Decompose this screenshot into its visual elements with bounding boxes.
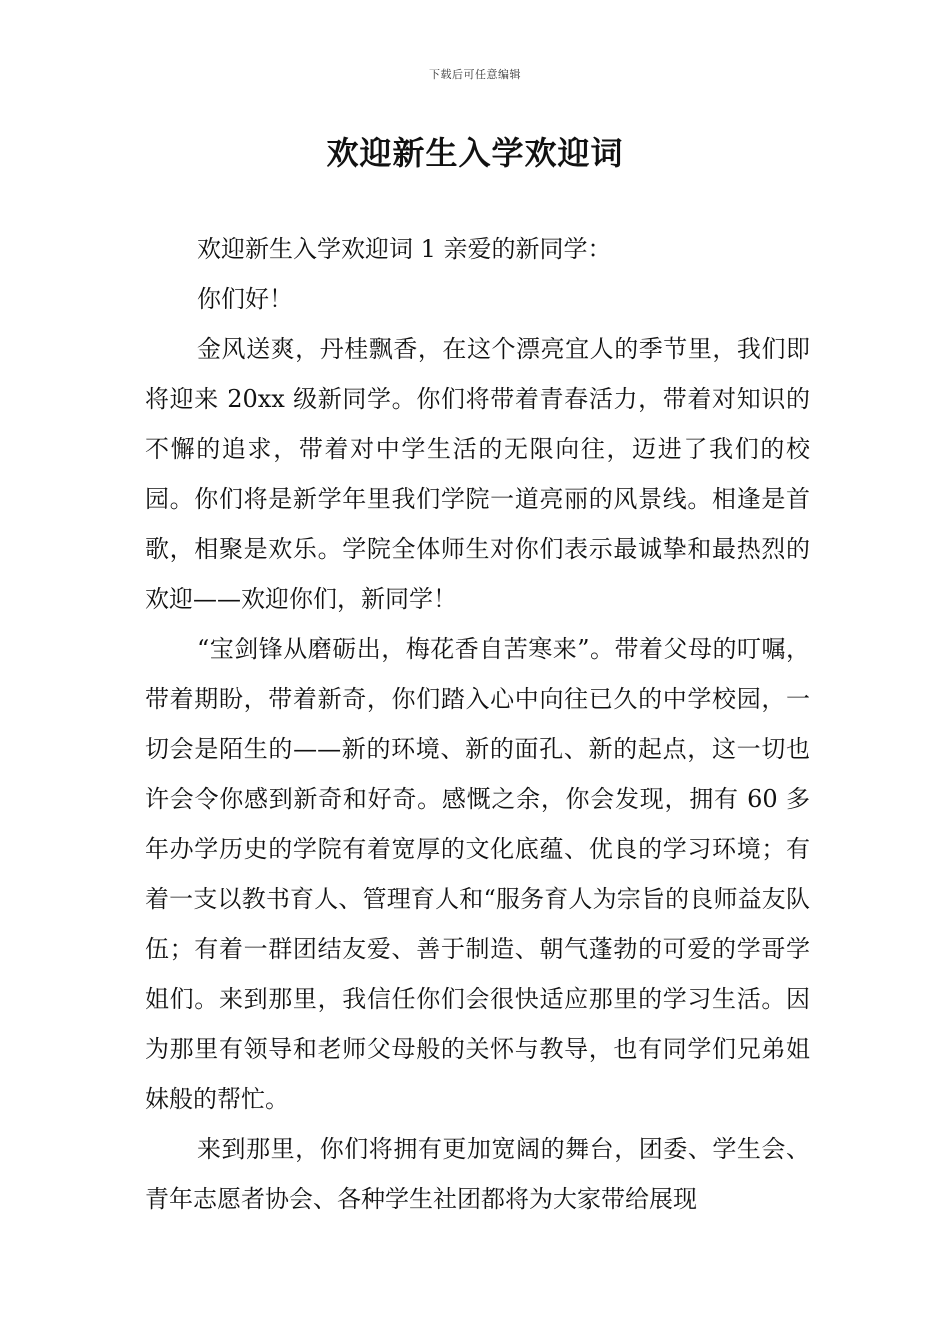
paragraph-opportunities: 来到那里，你们将拥有更加宽阔的舞台，团委、学生会、青年志愿者协会、各种学生社团都将为大家带给展现 bbox=[145, 1135, 810, 1213]
document-body bbox=[145, 224, 810, 1224]
paragraph-greeting-heading: 欢迎新生入学欢迎词 1 亲爱的新同学： bbox=[197, 235, 612, 263]
paragraph-encouragement: “宝剑锋从磨砺出，梅花香自苦寒来”。带着父母的叮嘱，带着期盼，带着新奇，你们踏入心中向往已久的中学校园，一切会是陌生的——新的环境、新的面孔、新的起点，这一切也许会令你感到新奇和好奇。感慨之余，你会发现，拥有 60 多年办学历史的学院有着宽厚的文化底蕴、优良的学习环境；有着一支以教书育人、管理育人和“服务育人为宗旨的良师益友队伍；有着一群团结友爱、善于制造、朝气蓬勃的可爱的学哥学姐们。来到那里，我信任你们会很快适应那里的学习生活。因为那里有领导和老师父母般的关怀与教导，也有同学们兄弟姐妹般的帮忙。 bbox=[145, 635, 810, 1113]
paragraph-hello: 你们好！ bbox=[197, 285, 293, 313]
paragraph-welcome: 金风送爽，丹桂飘香，在这个漂亮宜人的季节里，我们即将迎来 20xx 级新同学。你们将带着青春活力，带着对知识的不懈的追求，带着对中学生活的无限向往，迈进了我们的校园。你们将是新学年里我们学院一道亮丽的风景线。相逢是首歌，相聚是欢乐。学院全体师生对你们表示最诚挚和最热烈的欢迎——欢迎你们，新同学！ bbox=[145, 335, 810, 613]
document-title: 欢迎新生入学欢迎词 bbox=[326, 134, 624, 172]
header-note: 下载后可任意编辑 bbox=[429, 68, 521, 81]
